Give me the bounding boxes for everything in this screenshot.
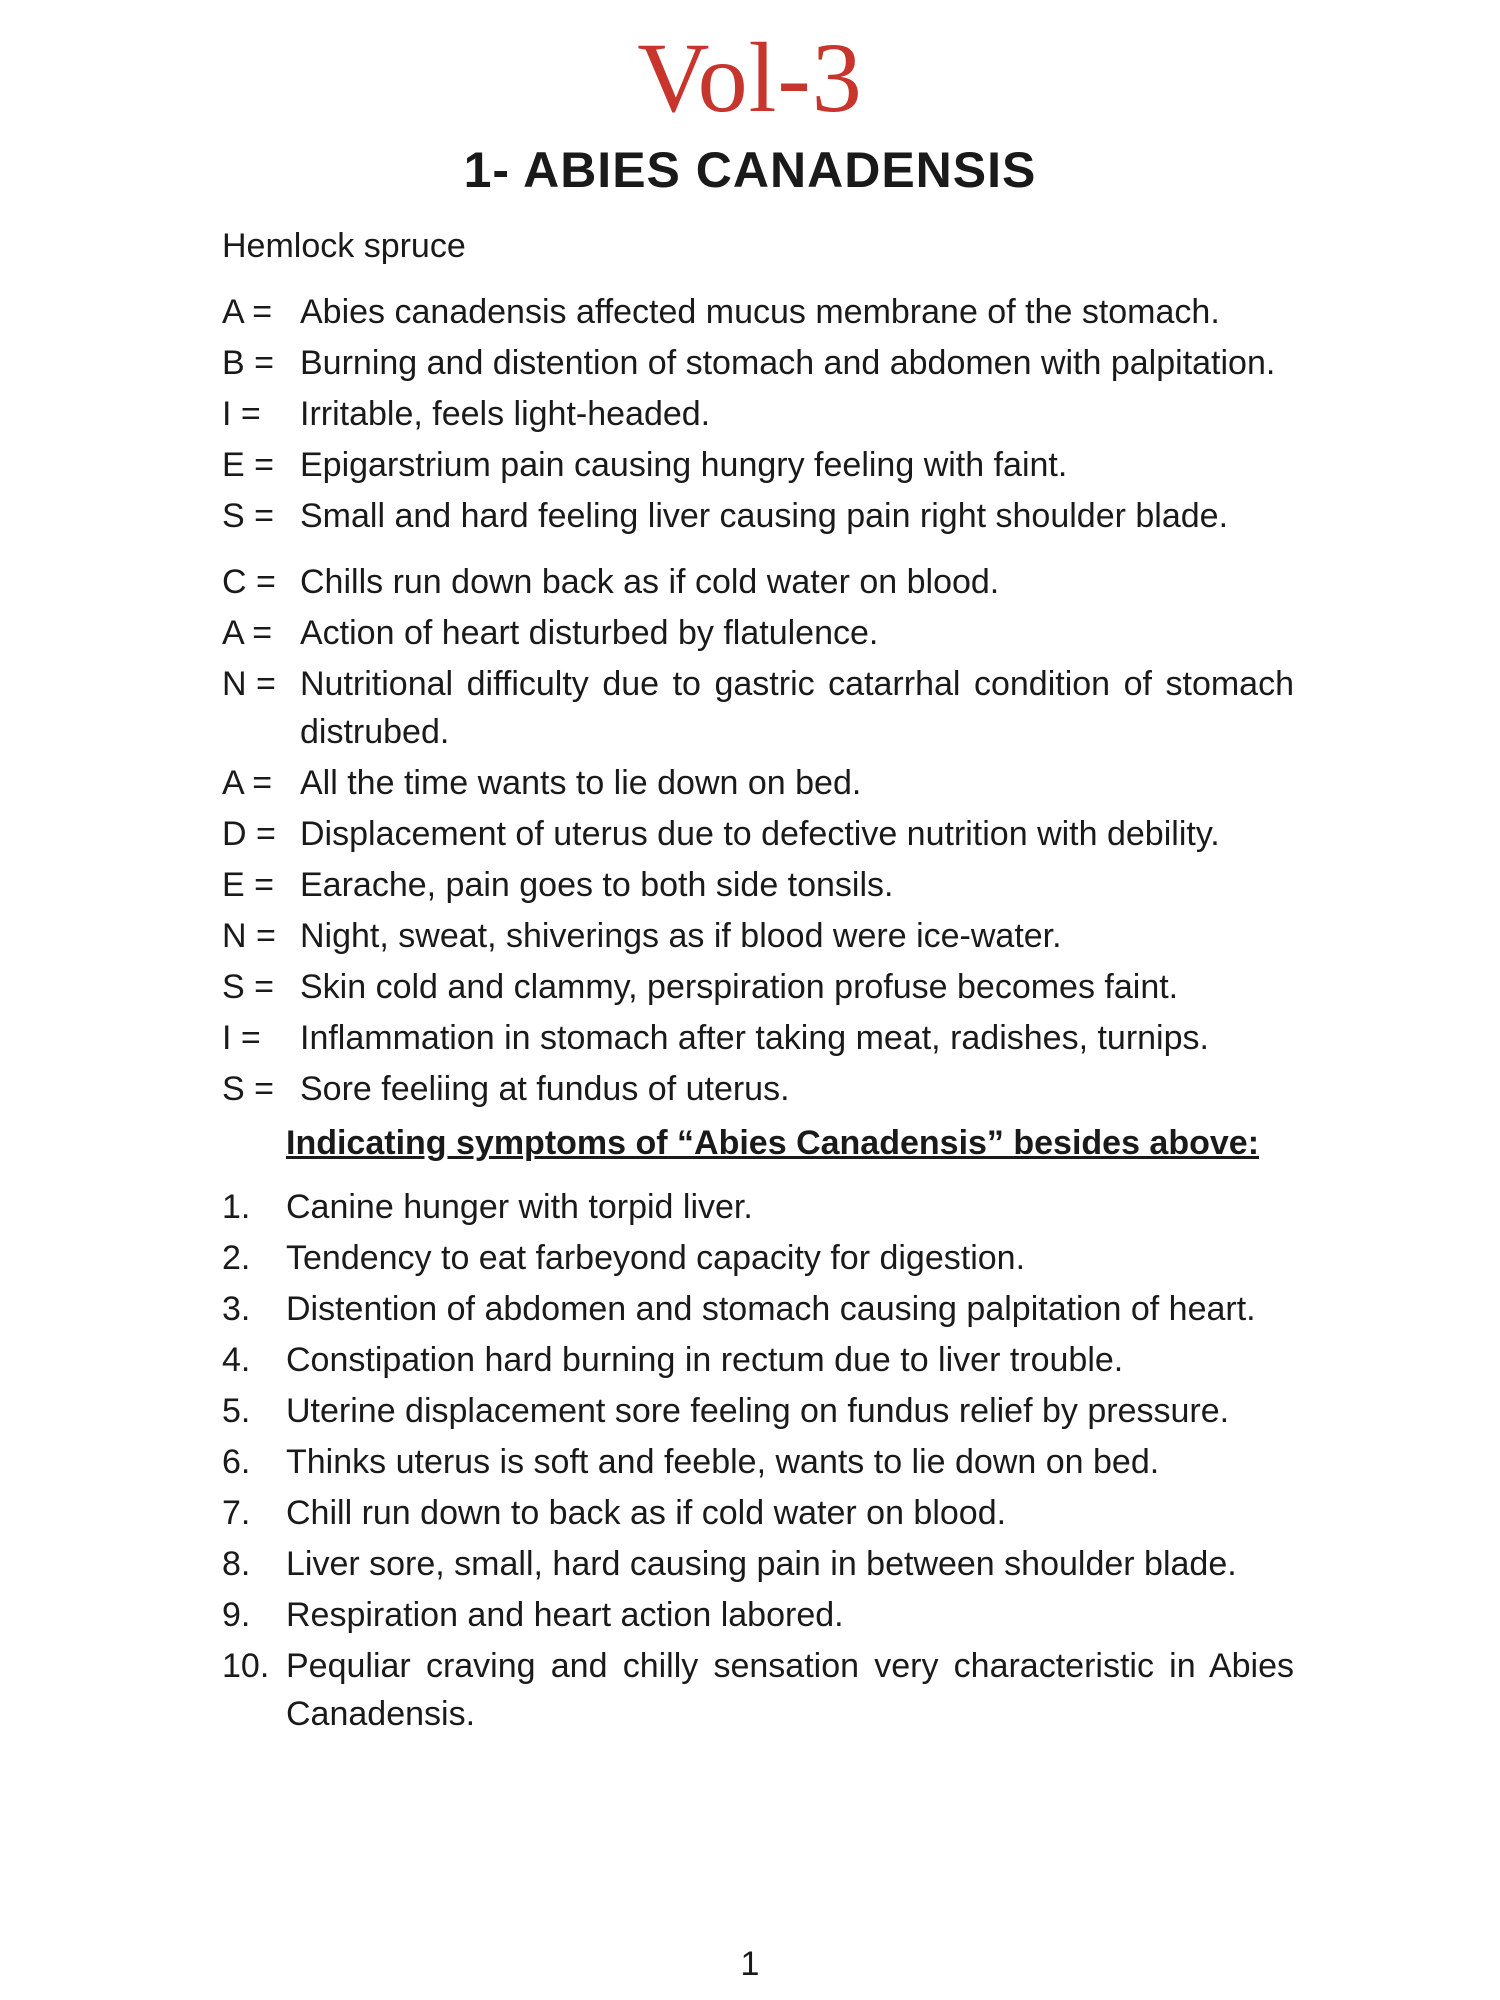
symptom-text: Chill run down to back as if cold water on blood. bbox=[286, 1494, 1007, 1532]
acrostic-item bbox=[222, 339, 1294, 387]
acrostic-text: Epigarstrium pain causing hungry feeling with faint. bbox=[300, 446, 1068, 484]
symptom-item bbox=[222, 1387, 1294, 1435]
acrostic-letter: D = bbox=[222, 815, 276, 853]
symptom-text: Uterine displacement sore feeling on fundus relief by pressure. bbox=[286, 1392, 1230, 1430]
acrostic-item bbox=[222, 441, 1294, 489]
symptom-item bbox=[222, 1438, 1294, 1486]
symptom-text: Distention of abdomen and stomach causing palpitation of heart. bbox=[286, 1290, 1256, 1328]
symptom-item bbox=[222, 1489, 1294, 1537]
acrostic-letter: I = bbox=[222, 1019, 261, 1057]
acrostic-text: Displacement of uterus due to defective nutrition with debility. bbox=[300, 815, 1220, 853]
acrostic-item bbox=[222, 609, 1294, 657]
acrostic-text: Chills run down back as if cold water on blood. bbox=[300, 563, 1000, 601]
acrostic-letter: I = bbox=[222, 395, 261, 433]
symptom-text: Respiration and heart action labored. bbox=[286, 1596, 844, 1634]
acrostic-text: Irritable, feels light-headed. bbox=[300, 395, 711, 433]
symptom-item bbox=[222, 1642, 1294, 1738]
acrostic-text: Action of heart disturbed by flatulence. bbox=[300, 614, 879, 652]
symptom-number: 3. bbox=[222, 1290, 251, 1328]
symptom-number: 8. bbox=[222, 1545, 251, 1583]
page-title: 1- ABIES CANADENSIS bbox=[463, 142, 1037, 198]
acrostic-letter: N = bbox=[222, 917, 276, 955]
acrostic-item bbox=[222, 759, 1294, 807]
acrostic-letter: S = bbox=[222, 1070, 274, 1108]
acrostic-item bbox=[222, 390, 1294, 438]
acrostic-letter: S = bbox=[222, 968, 274, 1006]
symptom-text: Thinks uterus is soft and feeble, wants to lie down on bed. bbox=[286, 1443, 1160, 1481]
document-body bbox=[222, 222, 1294, 1741]
symptom-number: 10. bbox=[222, 1647, 270, 1685]
acrostic-item bbox=[222, 861, 1294, 909]
volume-label: Vol-3 bbox=[637, 22, 863, 133]
acrostic-item bbox=[222, 1014, 1294, 1062]
symptom-item bbox=[222, 1234, 1294, 1282]
acrostic-text: Small and hard feeling liver causing pain right shoulder blade. bbox=[300, 497, 1229, 535]
symptom-number: 4. bbox=[222, 1341, 251, 1379]
symptom-item bbox=[222, 1540, 1294, 1588]
acrostic-text: Sore feeliing at fundus of uterus. bbox=[300, 1070, 790, 1108]
page-number: 1 bbox=[740, 1945, 760, 1983]
symptom-item bbox=[222, 1336, 1294, 1384]
acrostic-text: Abies canadensis affected mucus membrane of the stomach. bbox=[300, 293, 1220, 331]
acrostic-item bbox=[222, 492, 1294, 540]
symptom-item bbox=[222, 1183, 1294, 1231]
symptom-text: Tendency to eat farbeyond capacity for digestion. bbox=[286, 1239, 1026, 1277]
acrostic-text: Inflammation in stomach after taking meat, radishes, turnips. bbox=[300, 1019, 1209, 1057]
symptom-number: 9. bbox=[222, 1596, 251, 1634]
acrostic-item bbox=[222, 558, 1294, 606]
acrostic-item bbox=[222, 810, 1294, 858]
symptom-text: Liver sore, small, hard causing pain in between shoulder blade. bbox=[286, 1545, 1237, 1583]
symptom-text: Pequliar craving and chilly sensation very characteristic in Abies Canadensis. bbox=[286, 1647, 1294, 1733]
symptom-number: 1. bbox=[222, 1188, 251, 1226]
indicating-symptoms-heading: Indicating symptoms of “Abies Canadensis” besides above: bbox=[286, 1124, 1260, 1162]
acrostic-text: Earache, pain goes to both side tonsils. bbox=[300, 866, 894, 904]
acrostic-text: Burning and distention of stomach and abdomen with palpitation. bbox=[300, 344, 1276, 382]
acrostic-item bbox=[222, 660, 1294, 756]
symptom-number: 7. bbox=[222, 1494, 251, 1532]
symptom-number: 2. bbox=[222, 1239, 251, 1277]
acrostic-letter: A = bbox=[222, 614, 273, 652]
acrostic-item bbox=[222, 1065, 1294, 1113]
acrostic-letter: A = bbox=[222, 293, 273, 331]
acrostic-letter: C = bbox=[222, 563, 276, 601]
acrostic-item bbox=[222, 963, 1294, 1011]
acrostic-item bbox=[222, 912, 1294, 960]
subtitle: Hemlock spruce bbox=[222, 227, 466, 265]
acrostic-letter: S = bbox=[222, 497, 274, 535]
acrostic-text: Skin cold and clammy, perspiration profuse becomes faint. bbox=[300, 968, 1179, 1006]
acrostic-letter: N = bbox=[222, 665, 276, 703]
symptom-text: Canine hunger with torpid liver. bbox=[286, 1188, 753, 1226]
acrostic-item bbox=[222, 288, 1294, 336]
symptom-number: 6. bbox=[222, 1443, 251, 1481]
acrostic-letter: E = bbox=[222, 866, 274, 904]
acrostic-letter: A = bbox=[222, 764, 273, 802]
symptom-number: 5. bbox=[222, 1392, 251, 1430]
symptom-text: Constipation hard burning in rectum due to liver trouble. bbox=[286, 1341, 1124, 1379]
acrostic-text: All the time wants to lie down on bed. bbox=[300, 764, 862, 802]
acrostic-letter: B = bbox=[222, 344, 274, 382]
acrostic-text: Nutritional difficulty due to gastric catarrhal condition of stomach distrubed. bbox=[300, 665, 1294, 751]
symptom-item bbox=[222, 1591, 1294, 1639]
symptom-item bbox=[222, 1285, 1294, 1333]
acrostic-letter: E = bbox=[222, 446, 274, 484]
acrostic-text: Night, sweat, shiverings as if blood were ice-water. bbox=[300, 917, 1062, 955]
